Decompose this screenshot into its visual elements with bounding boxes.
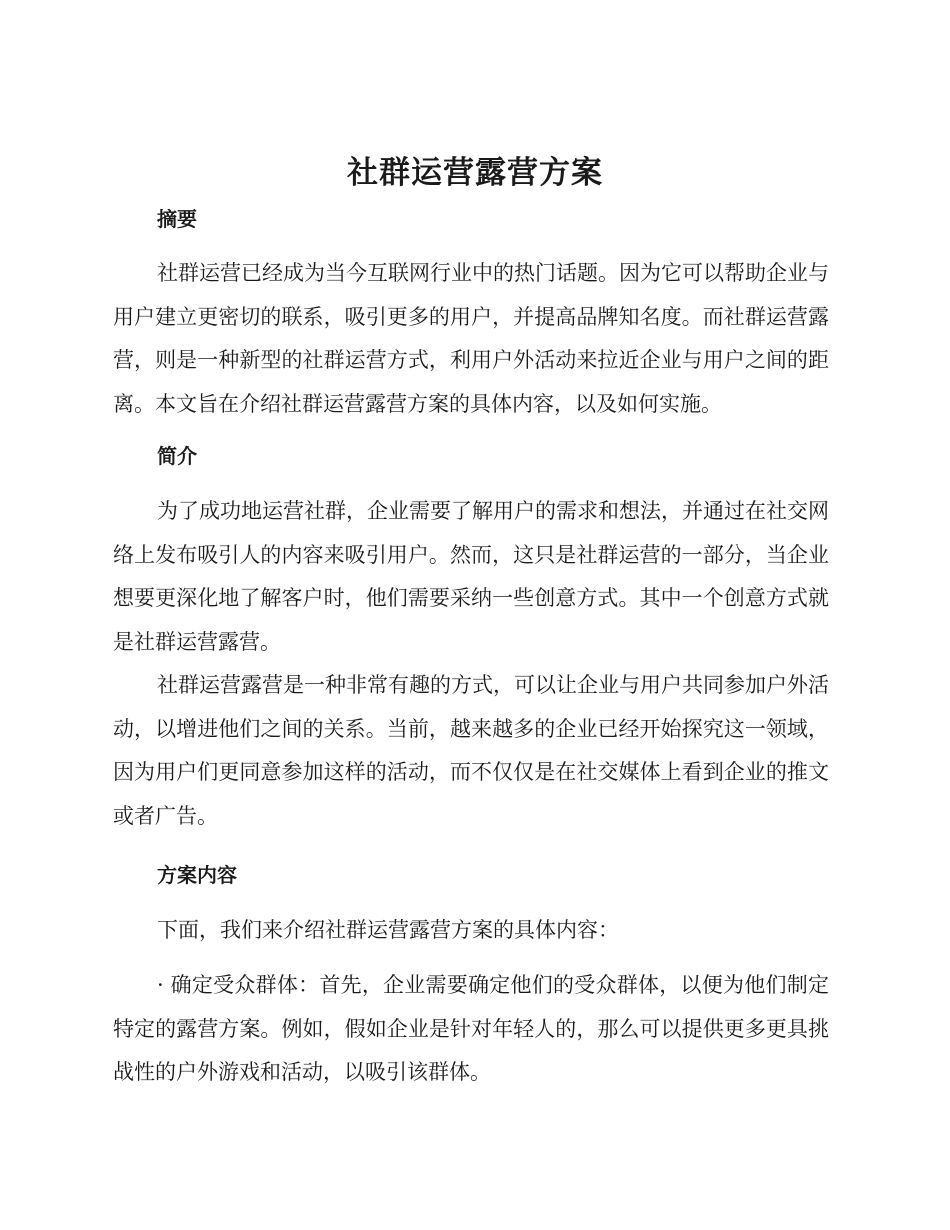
intro-paragraph-2: 社群运营露营是一种非常有趣的方式，可以让企业与用户共同参加户外活动，以增进他们之间的关系。当前，越来越多的企业已经开始探究这一领域，因为用户们更同意参加这样的活动，而不仅仅是在社交媒体上看到企业的推文或者广告。 — [113, 673, 829, 828]
plan-paragraph-1: 下面，我们来介绍社群运营露营方案的具体内容： — [157, 918, 619, 942]
plan-bullet-1: · 确定受众群体：首先，企业需要确定他们的受众群体，以便为他们制定特定的露营方案。例如，假如企业是针对年轻人的，那么可以提供更多更具挑战性的户外游戏和活动，以吸引该群体。 — [113, 973, 829, 1085]
section-heading-intro: 简介 — [157, 444, 197, 468]
section-heading-plan: 方案内容 — [157, 863, 237, 887]
intro-paragraph-1: 为了成功地运营社群，企业需要了解用户的需求和想法，并通过在社交网络上发布吸引人的内容来吸引用户。然而，这只是社群运营的一部分，当企业想要更深化地了解客户时，他们需要采纳一些创意方式。其中一个创意方式就是社群运营露营。 — [113, 499, 829, 654]
abstract-paragraph: 社群运营已经成为当今互联网行业中的热门话题。因为它可以帮助企业与用户建立更密切的联系，吸引更多的用户，并提高品牌知名度。而社群运营露营，则是一种新型的社群运营方式，利用户外活动来拉近企业与用户之间的距离。本文旨在介绍社群运营露营方案的具体内容，以及如何实施。 — [113, 261, 829, 416]
document-title: 社群运营露营方案 — [347, 155, 603, 191]
section-heading-abstract: 摘要 — [157, 207, 197, 231]
